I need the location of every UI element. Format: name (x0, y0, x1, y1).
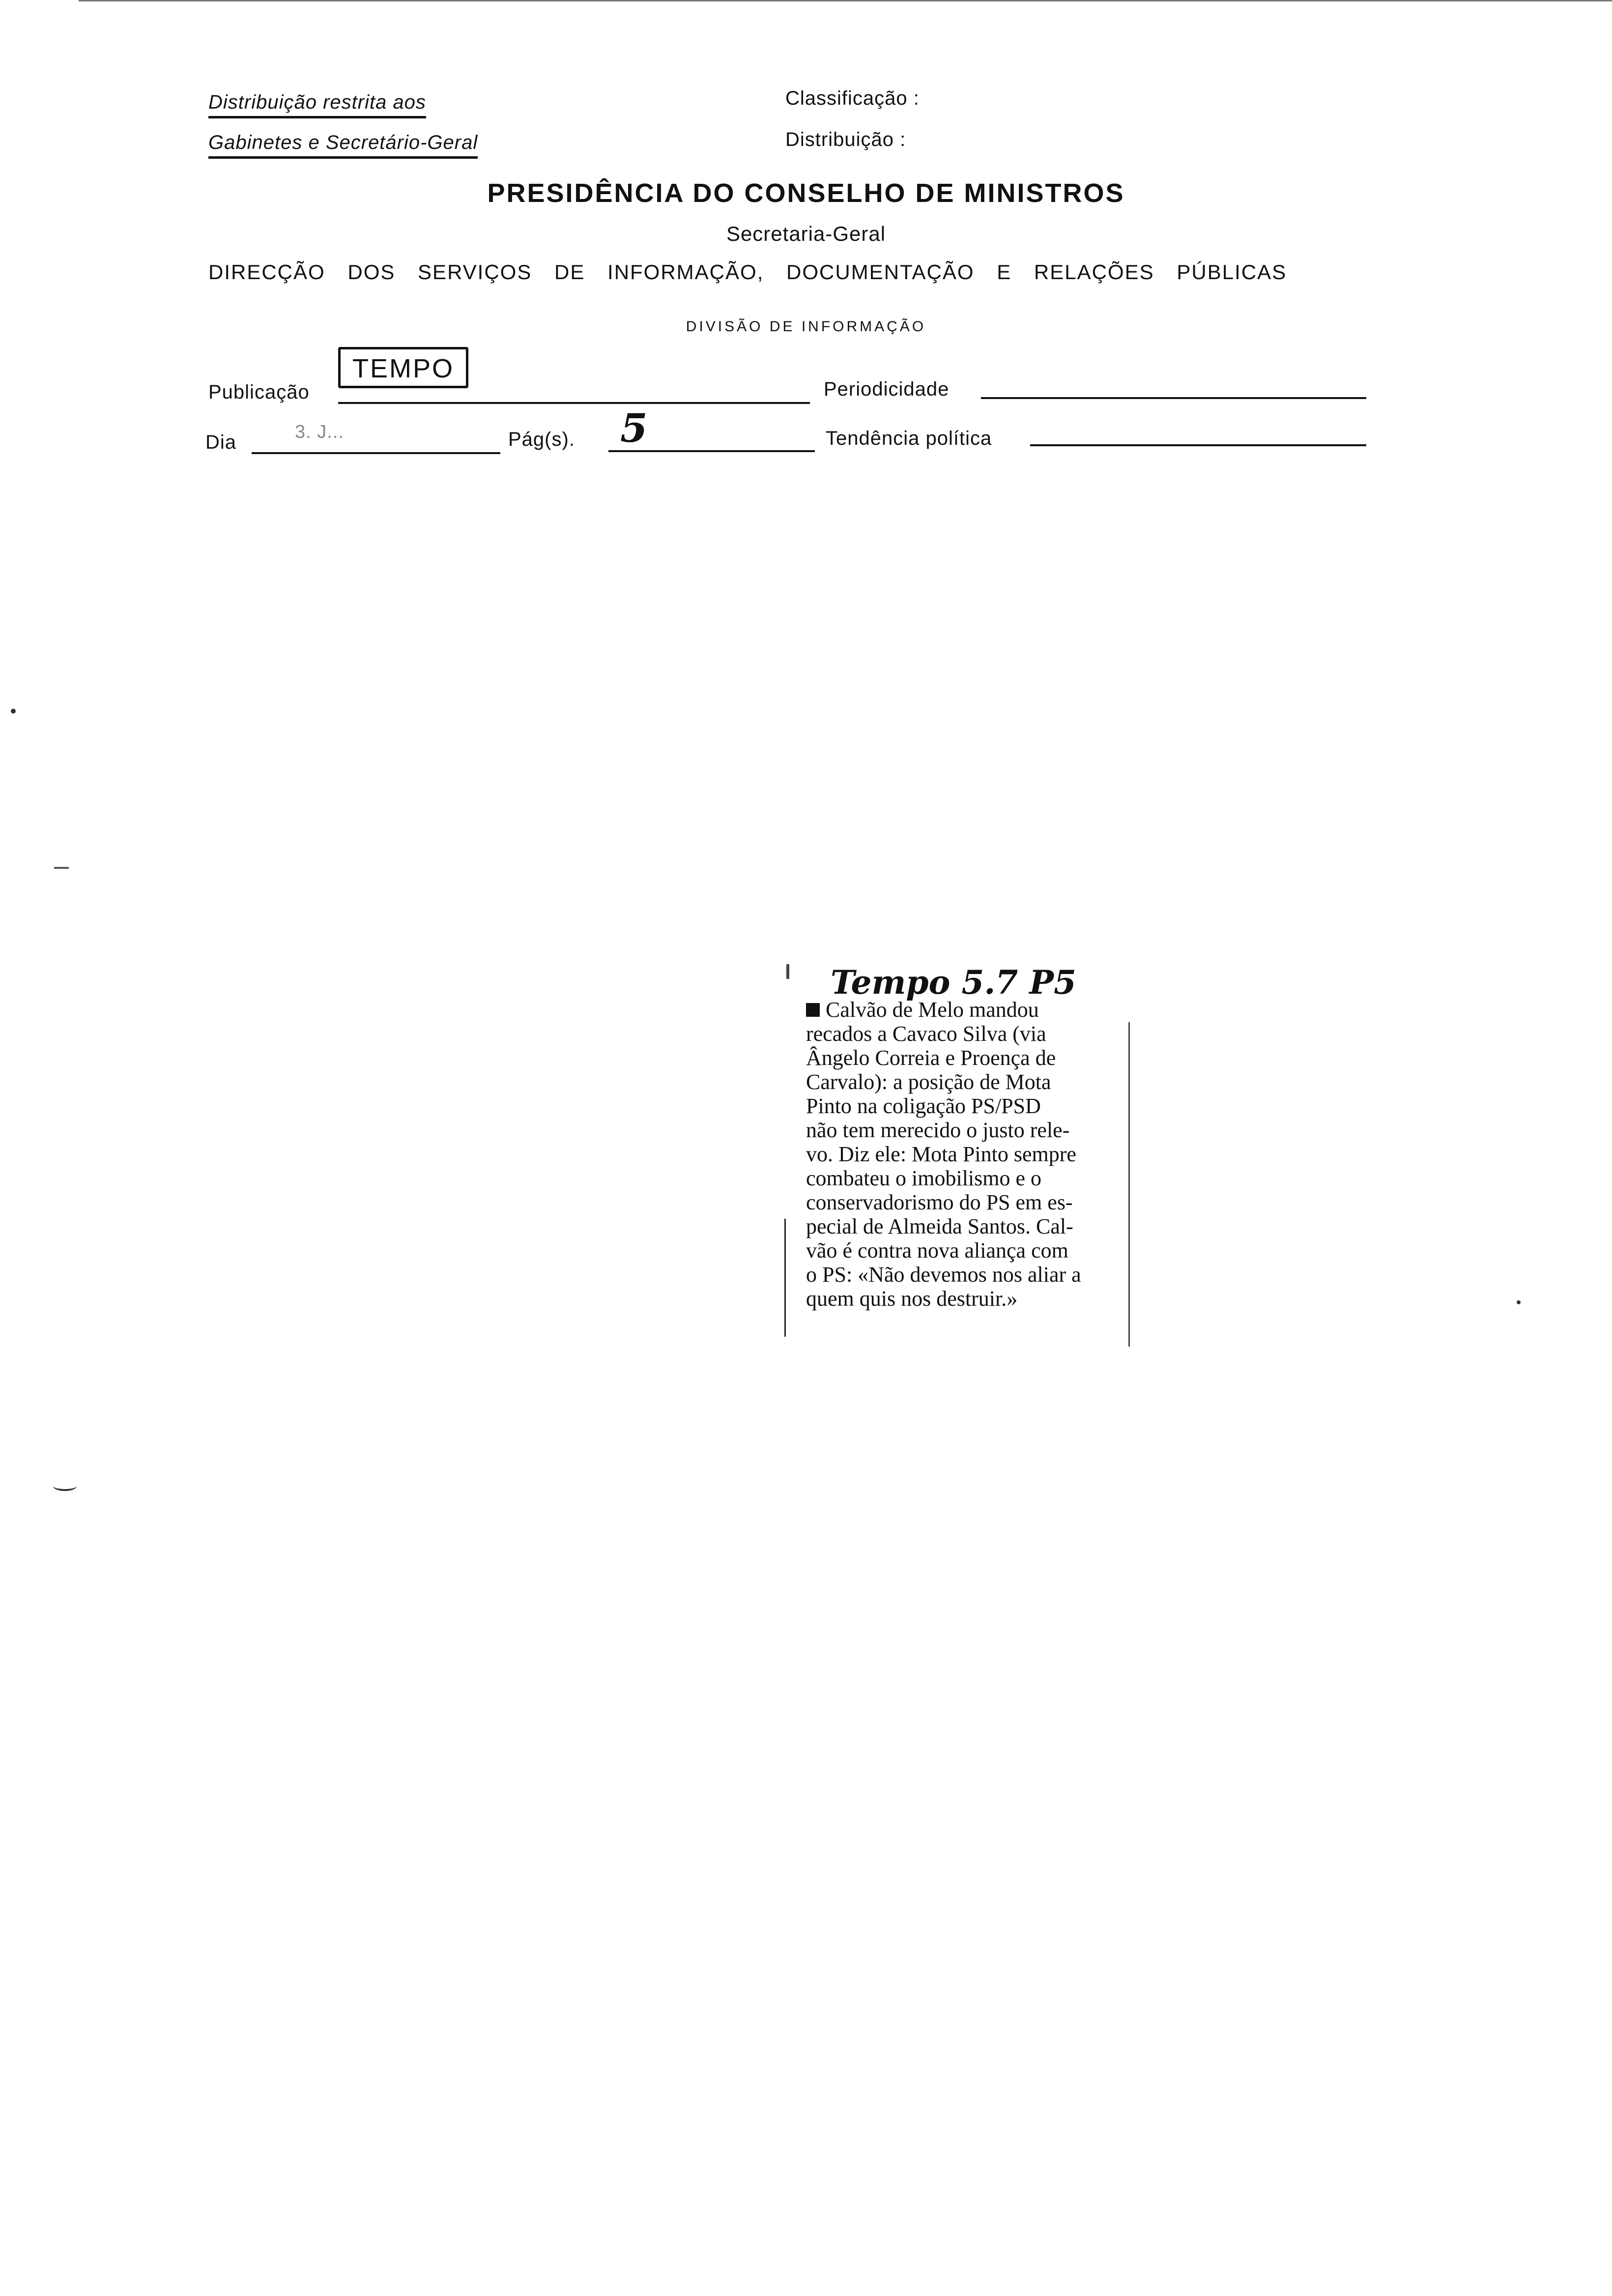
clipping-line: combateu o imobilismo e o (806, 1166, 1042, 1190)
clipping-line: Carvalo): a posição de Mota (806, 1070, 1051, 1094)
clipping-line: vão é contra nova aliança com (806, 1238, 1068, 1263)
clipping-article (806, 998, 1111, 1311)
scan-speck (11, 709, 16, 714)
clipping-line: pecial de Almeida Santos. Cal- (806, 1214, 1073, 1238)
distribution-line-2: Gabinetes e Secretário-Geral (208, 132, 478, 154)
publicacao-line (338, 402, 810, 404)
bullet-icon (806, 1003, 820, 1017)
clipping-line: Ângelo Correia e Proença de (806, 1046, 1056, 1070)
periodicidade-line (981, 397, 1366, 399)
org-subtitle: Secretaria-Geral (726, 222, 886, 245)
scan-mark (786, 964, 789, 979)
clipping-line: Calvão de Melo mandou (806, 998, 1111, 1022)
org-title: PRESIDÊNCIA DO CONSELHO DE MINISTROS (487, 178, 1125, 208)
distribuicao-label: Distribuição : (785, 129, 906, 150)
clipping-line: recados a Cavaco Silva (via (806, 1022, 1046, 1046)
classificacao-label: Classificação : (785, 87, 920, 109)
clipping-right-edge (1128, 1022, 1130, 1347)
pag-label: Pág(s). (508, 429, 575, 450)
dia-line (252, 452, 500, 454)
handwritten-note: Tempo 5.7 P5 (831, 963, 1076, 1002)
scan-speck (54, 867, 69, 869)
dia-label: Dia (205, 431, 237, 453)
clipping-left-edge (784, 1219, 786, 1337)
publicacao-stamp (338, 347, 468, 388)
clipping-line: Pinto na coligação PS/PSD (806, 1094, 1041, 1118)
tendencia-line (1030, 444, 1366, 446)
pag-value: 5 (620, 405, 648, 451)
publicacao-value: TEMPO (352, 354, 455, 383)
clipping-line: conservadorismo do PS em es- (806, 1190, 1073, 1214)
directorate-line: DIRECÇÃO DOS SERVIÇOS DE INFORMAÇÃO, DOCUMENTAÇÃO E RELAÇÕES PÚBLICAS (208, 260, 1287, 284)
publicacao-label: Publicação (208, 381, 310, 403)
division-title: DIVISÃO DE INFORMAÇÃO (686, 318, 926, 335)
scan-top-border (79, 0, 1612, 1)
clipping-line: o PS: «Não devemos nos aliar a (806, 1263, 1081, 1287)
distribution-line-1: Distribuição restrita aos (208, 91, 426, 114)
periodicidade-label: Periodicidade (824, 378, 950, 400)
dia-value: 3. J... (295, 422, 344, 442)
scan-speck (53, 1481, 77, 1491)
clipping-line: vo. Diz ele: Mota Pinto sempre (806, 1142, 1076, 1166)
scan-speck (1517, 1300, 1521, 1304)
tendencia-label: Tendência política (826, 428, 992, 449)
clipping-line: quem quis nos destruir.» (806, 1287, 1018, 1311)
clipping-line: não tem merecido o justo rele- (806, 1118, 1070, 1142)
